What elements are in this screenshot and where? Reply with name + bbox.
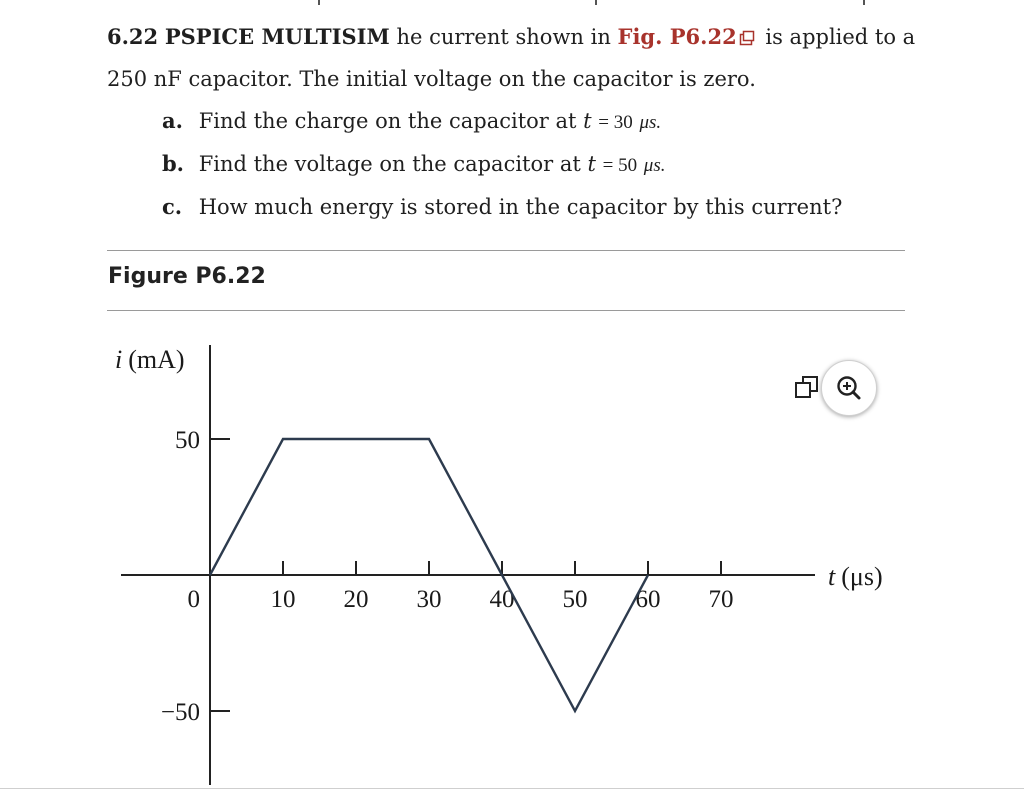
y-tick-label: 50 <box>175 427 200 454</box>
problem-number: 6.22 <box>107 24 159 49</box>
part-label: b. <box>162 151 184 176</box>
figure-title: Figure P6.22 <box>108 264 266 289</box>
x-tick-label: 10 <box>270 586 296 613</box>
part-var: t <box>587 152 596 176</box>
zoom-in-icon <box>822 361 876 415</box>
part-text: Find the voltage on the capacitor at <box>198 152 581 176</box>
y-tick-label: −50 <box>160 699 200 726</box>
chart-axes <box>121 345 815 785</box>
part-value: = 30 <box>598 112 633 133</box>
y-axis-label: i (mA) <box>115 345 185 374</box>
page-bottom-border <box>0 788 1024 789</box>
x-tick-label: 40 <box>489 586 515 613</box>
figure-ref-link[interactable]: Fig. P6.22 <box>617 24 737 49</box>
part-value: = 50 <box>602 155 638 176</box>
part-label: c. <box>162 194 183 219</box>
y-tick-label: 0 <box>187 586 200 613</box>
x-tick-label: 20 <box>343 586 369 613</box>
problem-text-1: he current shown in <box>396 25 611 49</box>
x-tick-label: 30 <box>416 586 442 613</box>
x-tick-label: 60 <box>635 586 661 613</box>
part-label: a. <box>162 108 183 133</box>
part-unit: μs. <box>643 155 666 176</box>
part-text: How much energy is stored in the capacitor by this current? <box>198 195 843 219</box>
problem-line-2: 250 nF capacitor. The initial voltage on the capacitor is zero. <box>107 67 756 91</box>
problem-text-2: is applied to a <box>765 25 916 49</box>
problem-tags: PSPICE MULTISIM <box>164 24 390 49</box>
expand-icon[interactable] <box>794 374 820 400</box>
figure-tools <box>786 360 878 415</box>
x-tick-label: 50 <box>562 586 588 613</box>
part-text: Find the charge on the capacitor at <box>198 109 577 133</box>
x-tick-label: 70 <box>708 586 734 613</box>
x-axis-label: t (μs) <box>828 562 883 591</box>
part-var: t <box>583 109 592 133</box>
part-unit: μs. <box>639 112 662 133</box>
zoom-button[interactable] <box>821 360 877 416</box>
